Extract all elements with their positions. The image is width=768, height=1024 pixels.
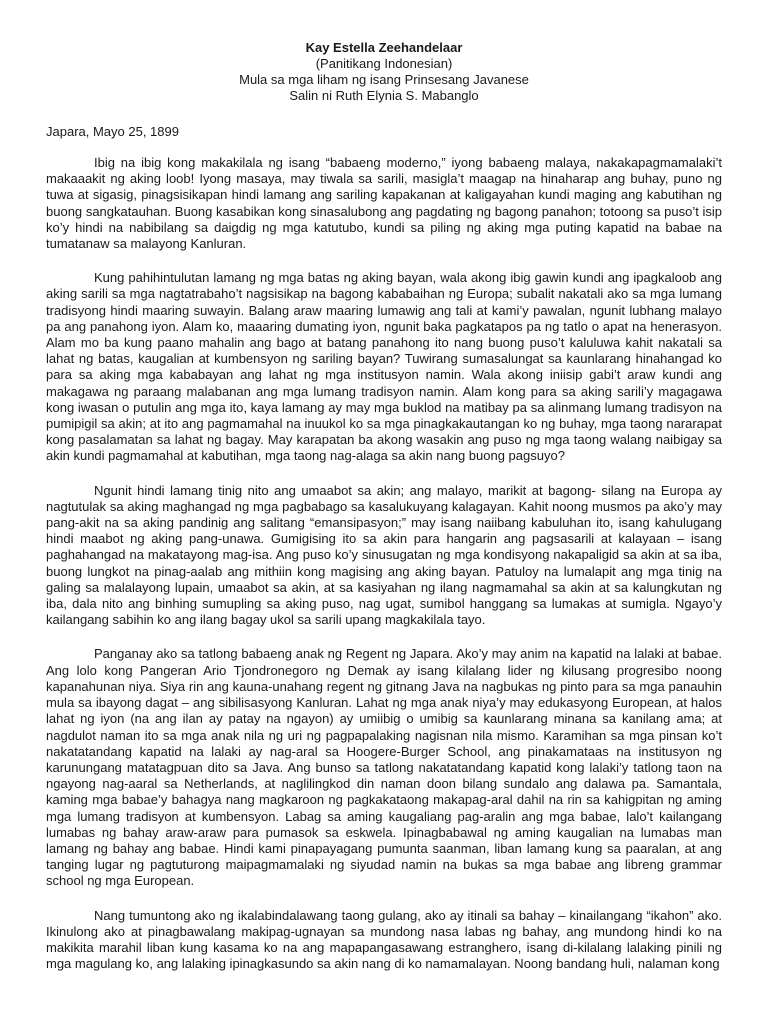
letter-header [46,40,722,104]
paragraph: Ngunit hindi lamang tinig nito ang umaabot sa akin; ang malayo, marikit at bagong- silang na Europa ay nagtutulak sa aking maghangad ng mga pagbabago sa kasalukuyang kalagayan. Kahit noong musmos pa ako’y may pang-akit na sa aking pandinig ang salitang “emansipasyon;” may isang naiibang kabuluhan ito, isang kahulugang hindi maabot ng aking pang-unawa. Gumigising ito sa akin para hangarin ang pagsasarili at kalayaan – isang paghahangad na makatayong mag-isa. Ang puso ko’y sinusugatan ng mga kondisyong nakapaligid sa akin at sa iba, buong lungkot na pinag-aalab ang mithiin kong magising ang aking bayan. Patuloy na lumalapit ang mga tinig na galing sa malalayong lupain, umaabot sa akin, at sa kasiyahan ng ilang nagmamahal sa akin at sa kalungkutan ng iba, dala nito ang binhing sumupling sa aking puso, nag ugat, sumibol hanggang sa lumakas at sumigla. Ngayo’y kailangang sabihin ko ang ilang bagay ukol sa sarili upang magkakilala tayo. [46,482,722,628]
dateline: Japara, Mayo 25, 1899 [46,124,179,139]
source-line: Mula sa mga liham ng isang Prinsesang Javanese [239,72,529,87]
translator-line: Salin ni Ruth Elynia S. Mabanglo [289,88,479,103]
paragraph: Ibig na ibig kong makakilala ng isang “babaeng moderno,” iyong babaeng malaya, nakakapagmamalaki’t makaaakit ng aking loob! Iyong masaya, may tiwala sa sarili, masigla’t maagap na hinaharap ang buhay, puno ng tuwa at sigasig, pinagsisikapan hindi lamang ang sariling kapakanan at kaligayahan kundi maging ang kabutihan ng buong sangkatauhan. Buong kasabikan kong sinasalubong ang pagdating ng bagong panahon; totoong sa puso’t isip ko’y hindi na nabibilang sa daigdig ng mga katutubo, kundi sa piling ng aking mga puting kapatid na babae na tumatanaw sa malayong Kanluran. [46,155,722,252]
paragraph: Kung pahihintulutan lamang ng mga batas ng aking bayan, wala akong ibig gawin kundi ang ipagkaloob ang aking sarili sa mga nagtatrabaho’t nagsisikap na bagong kababaihan ng Europa; subalit nakatali ako sa mga lumang tradisyong hindi maaring suwayin. Balang araw maaring lumawig ang tali at kami’y pawalan, ngunit lubhang malayo pa ang panahong iyon. Alam ko, maaaring dumating iyon, ngunit baka pagkatapos pa ng tatlo o apat na henerasyon. Alam mo ba kung paano mahalin ang bago at batang panahong ito nang buong puso’t kaluluwa kahit nakatali sa lahat ng batas, kaugalian at kumbensyon ng sariling bayan? Tuwirang sumasalungat sa kaunlarang hinahangad ko para sa aking mga kababayan ang lahat ng mga institusyon namin. Wala akong iniisip gabi’t araw kundi ang makagawa ng paraang malabanan ang mga lumang tradisyon namin. Alam kong para sa aking sarili’y magagawa kong iwasan o putulin ang mga ito, kaya lamang ay may mga buklod na matibay pa sa alinmang lumang tradisyon na pumipigil sa akin; at ito ang pagmamahal na inuukol ko sa mga pinagkakautangan ko ng buhay, mga taong nararapat kong pasalamatan sa lahat ng bagay. May karapatan ba akong wasakin ang puso ng mga taong walang naibigay sa akin kundi pagmamahal at kabutihan, mga taong nag-alaga sa akin nang buong pagsuyo? [46,270,722,464]
paragraph: Nang tumuntong ako ng ikalabindalawang taong gulang, ako ay itinali sa bahay – kinailangang “ikahon” ako. Ikinulong ako at pinagbawalang makipag-ugnayan sa mundong nasa labas ng bahay, ang mundong hindi ko na makikita marahil liban kung kasama ko na ang mapapangasawang estranghero, isang di-kilalang lalaking pinili ng mga magulang ko, ang lalaking ipinagkasundo sa akin nang di ko namamalayan. Noong bandang huli, nalaman kong [46,907,722,972]
category-line: (Panitikang Indonesian) [315,56,453,71]
letter-page [46,40,722,972]
author-heading: Kay Estella Zeehandelaar [305,40,463,55]
paragraph: Panganay ako sa tatlong babaeng anak ng Regent ng Japara. Ako’y may anim na kapatid na lalaki at babae. Ang lolo kong Pangeran Ario Tjondronegoro ng Demak ay isang kilalang lider ng kilusang progresibo noong kapanahunan niya. Siya rin ang kauna-unahang regent ng gitnang Java na nagbukas ng pinto para sa mga panauhin mula sa ibayong dagat – ang sibilisasyong Kanluran. Lahat ng mga anak niya’y may edukasyong European, at halos lahat ng iyon (na ang ilan ay patay na ngayon) ay umiibig o umibig sa kaunlarang minana sa kanilang ama; at nagdulot naman ito sa mga anak nila ng uri ng pagpapalaking nagisnan nila mismo. Karamihan sa mga pinsan ko’t nakatatandang kapatid na lalaki ay nag-aral sa Hoogere-Burger School, ang pinakamataas na institusyon ng karunungang matatagpuan dito sa Java. Ang bunso sa tatlong nakatatandang kapatid kong lalaki’y tatlong taon na ngayong nag-aaral sa Netherlands, at naglilingkod din naman doon bilang sundalo ang dalawa pa. Samantala, kaming mga babae’y bahagya nang magkaroon ng pagkakataong makapag-aral dahil na rin sa kahigpitan ng aming mga lumang tradisyon at kumbensyon. Labag sa aming kaugaliang pag-aralin ang mga babae, lalo’t kailangang lumabas ng bahay araw-araw para pumasok sa eskwela. Ipinagbabawal ng aming kaugalian na lumabas man lamang ng bahay ang babae. Hindi kami pinapayagang pumunta saanman, liban lamang kung sa paaralan, at ang tanging lugar ng pagtuturong maipagmamalaki ng siyudad namin na bukas sa mga babae ang libreng grammar school ng mga European. [46,646,722,889]
